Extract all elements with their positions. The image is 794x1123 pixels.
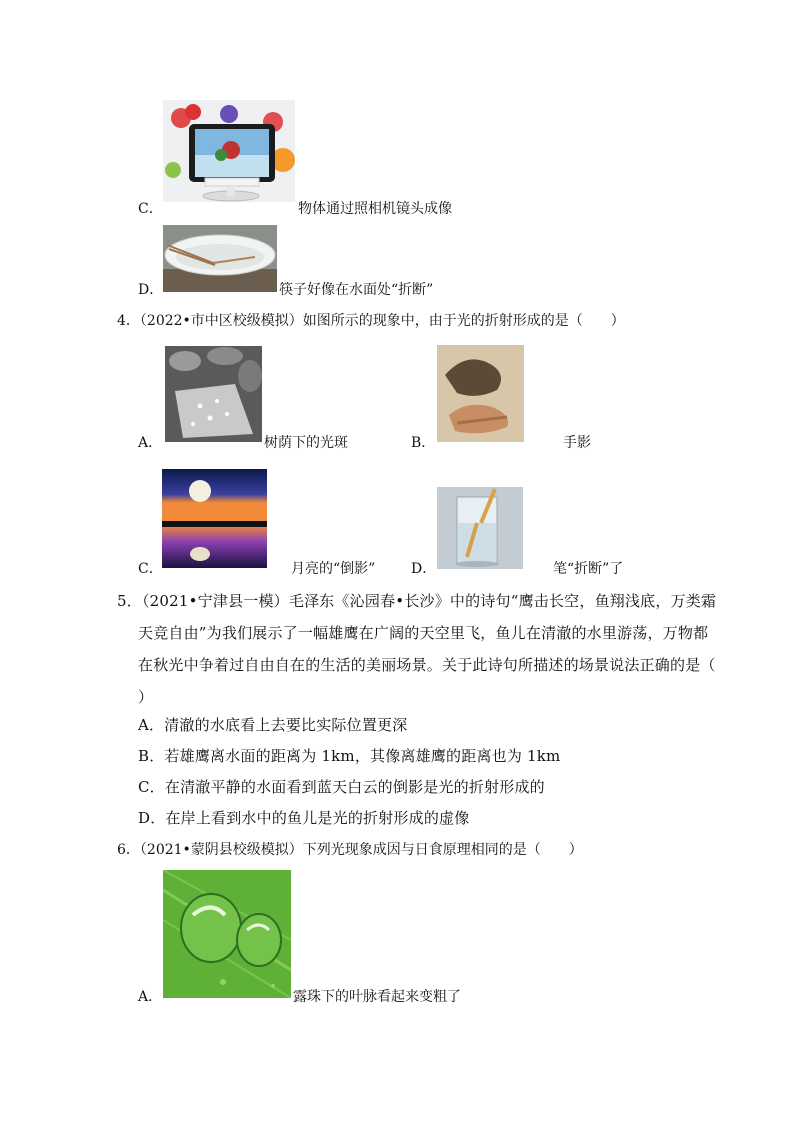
q5-option-c: C．在清澈平静的水面看到蓝天白云的倒影是光的折射形成的 [138, 778, 545, 796]
camera-lens-image [163, 100, 295, 202]
hand-shadow-image [437, 345, 524, 442]
q3-option-c-caption: 物体通过照相机镜头成像 [298, 201, 452, 217]
q3-option-c-letter: C． [138, 201, 163, 217]
q5-stem-line-1: 5．（2021•宁津县一模）毛泽东《沁园春•长沙》中的诗句“鹰击长空，鱼翔浅底，万类霜 [117, 592, 717, 610]
q4-option-c-letter: C． [138, 561, 163, 577]
q4-option-b-caption: 手影 [563, 435, 591, 451]
q4-option-b-letter: B． [411, 435, 436, 451]
q5-option-a: A．清澈的水底看上去要比实际位置更深 [138, 716, 408, 734]
q4-option-a-letter: A． [138, 435, 163, 451]
q5-stem [117, 585, 716, 713]
q5-options [138, 710, 560, 834]
q6-stem: 6．（2021•蒙阴县校级模拟）下列光现象成因与日食原理相同的是（ ） [117, 842, 583, 858]
q3-option-d-letter: D． [138, 282, 164, 298]
q5-option-b: B．若雄鹰离水面的距离为 1km，其像离雄鹰的距离也为 1km [138, 747, 561, 765]
q4-option-d-letter: D． [411, 561, 437, 577]
q6-option-a-letter: A． [138, 989, 163, 1005]
chopsticks-bowl-image [163, 225, 277, 292]
tree-shade-light-spots-image [165, 346, 262, 442]
moon-reflection-image [162, 469, 267, 568]
q5-stem-line-3: 在秋光中争着过自由自在的生活的美丽场景。关于此诗句所描述的场景说法正确的是（ [138, 656, 716, 674]
q3-option-d-caption: 筷子好像在水面处“折断” [279, 282, 434, 298]
q4-option-d-caption: 笔“折断”了 [553, 561, 624, 577]
q4-option-c-caption: 月亮的“倒影” [291, 561, 376, 577]
pencil-in-water-glass-image [437, 487, 523, 569]
q5-stem-line-4: ） [138, 688, 154, 706]
dewdrops-on-leaf-image [163, 870, 291, 998]
q4-stem: 4．（2022•市中区校级模拟）如图所示的现象中，由于光的折射形成的是（ ） [117, 313, 625, 329]
q5-option-d: D．在岸上看到水中的鱼儿是光的折射形成的虚像 [138, 809, 470, 827]
q5-stem-line-2: 天竞自由”为我们展示了一幅雄鹰在广阔的天空里飞，鱼儿在清澈的水里游荡，万物都 [138, 624, 709, 642]
q4-option-a-caption: 树荫下的光斑 [264, 435, 348, 451]
q6-option-a-caption: 露珠下的叶脉看起来变粗了 [293, 989, 461, 1005]
